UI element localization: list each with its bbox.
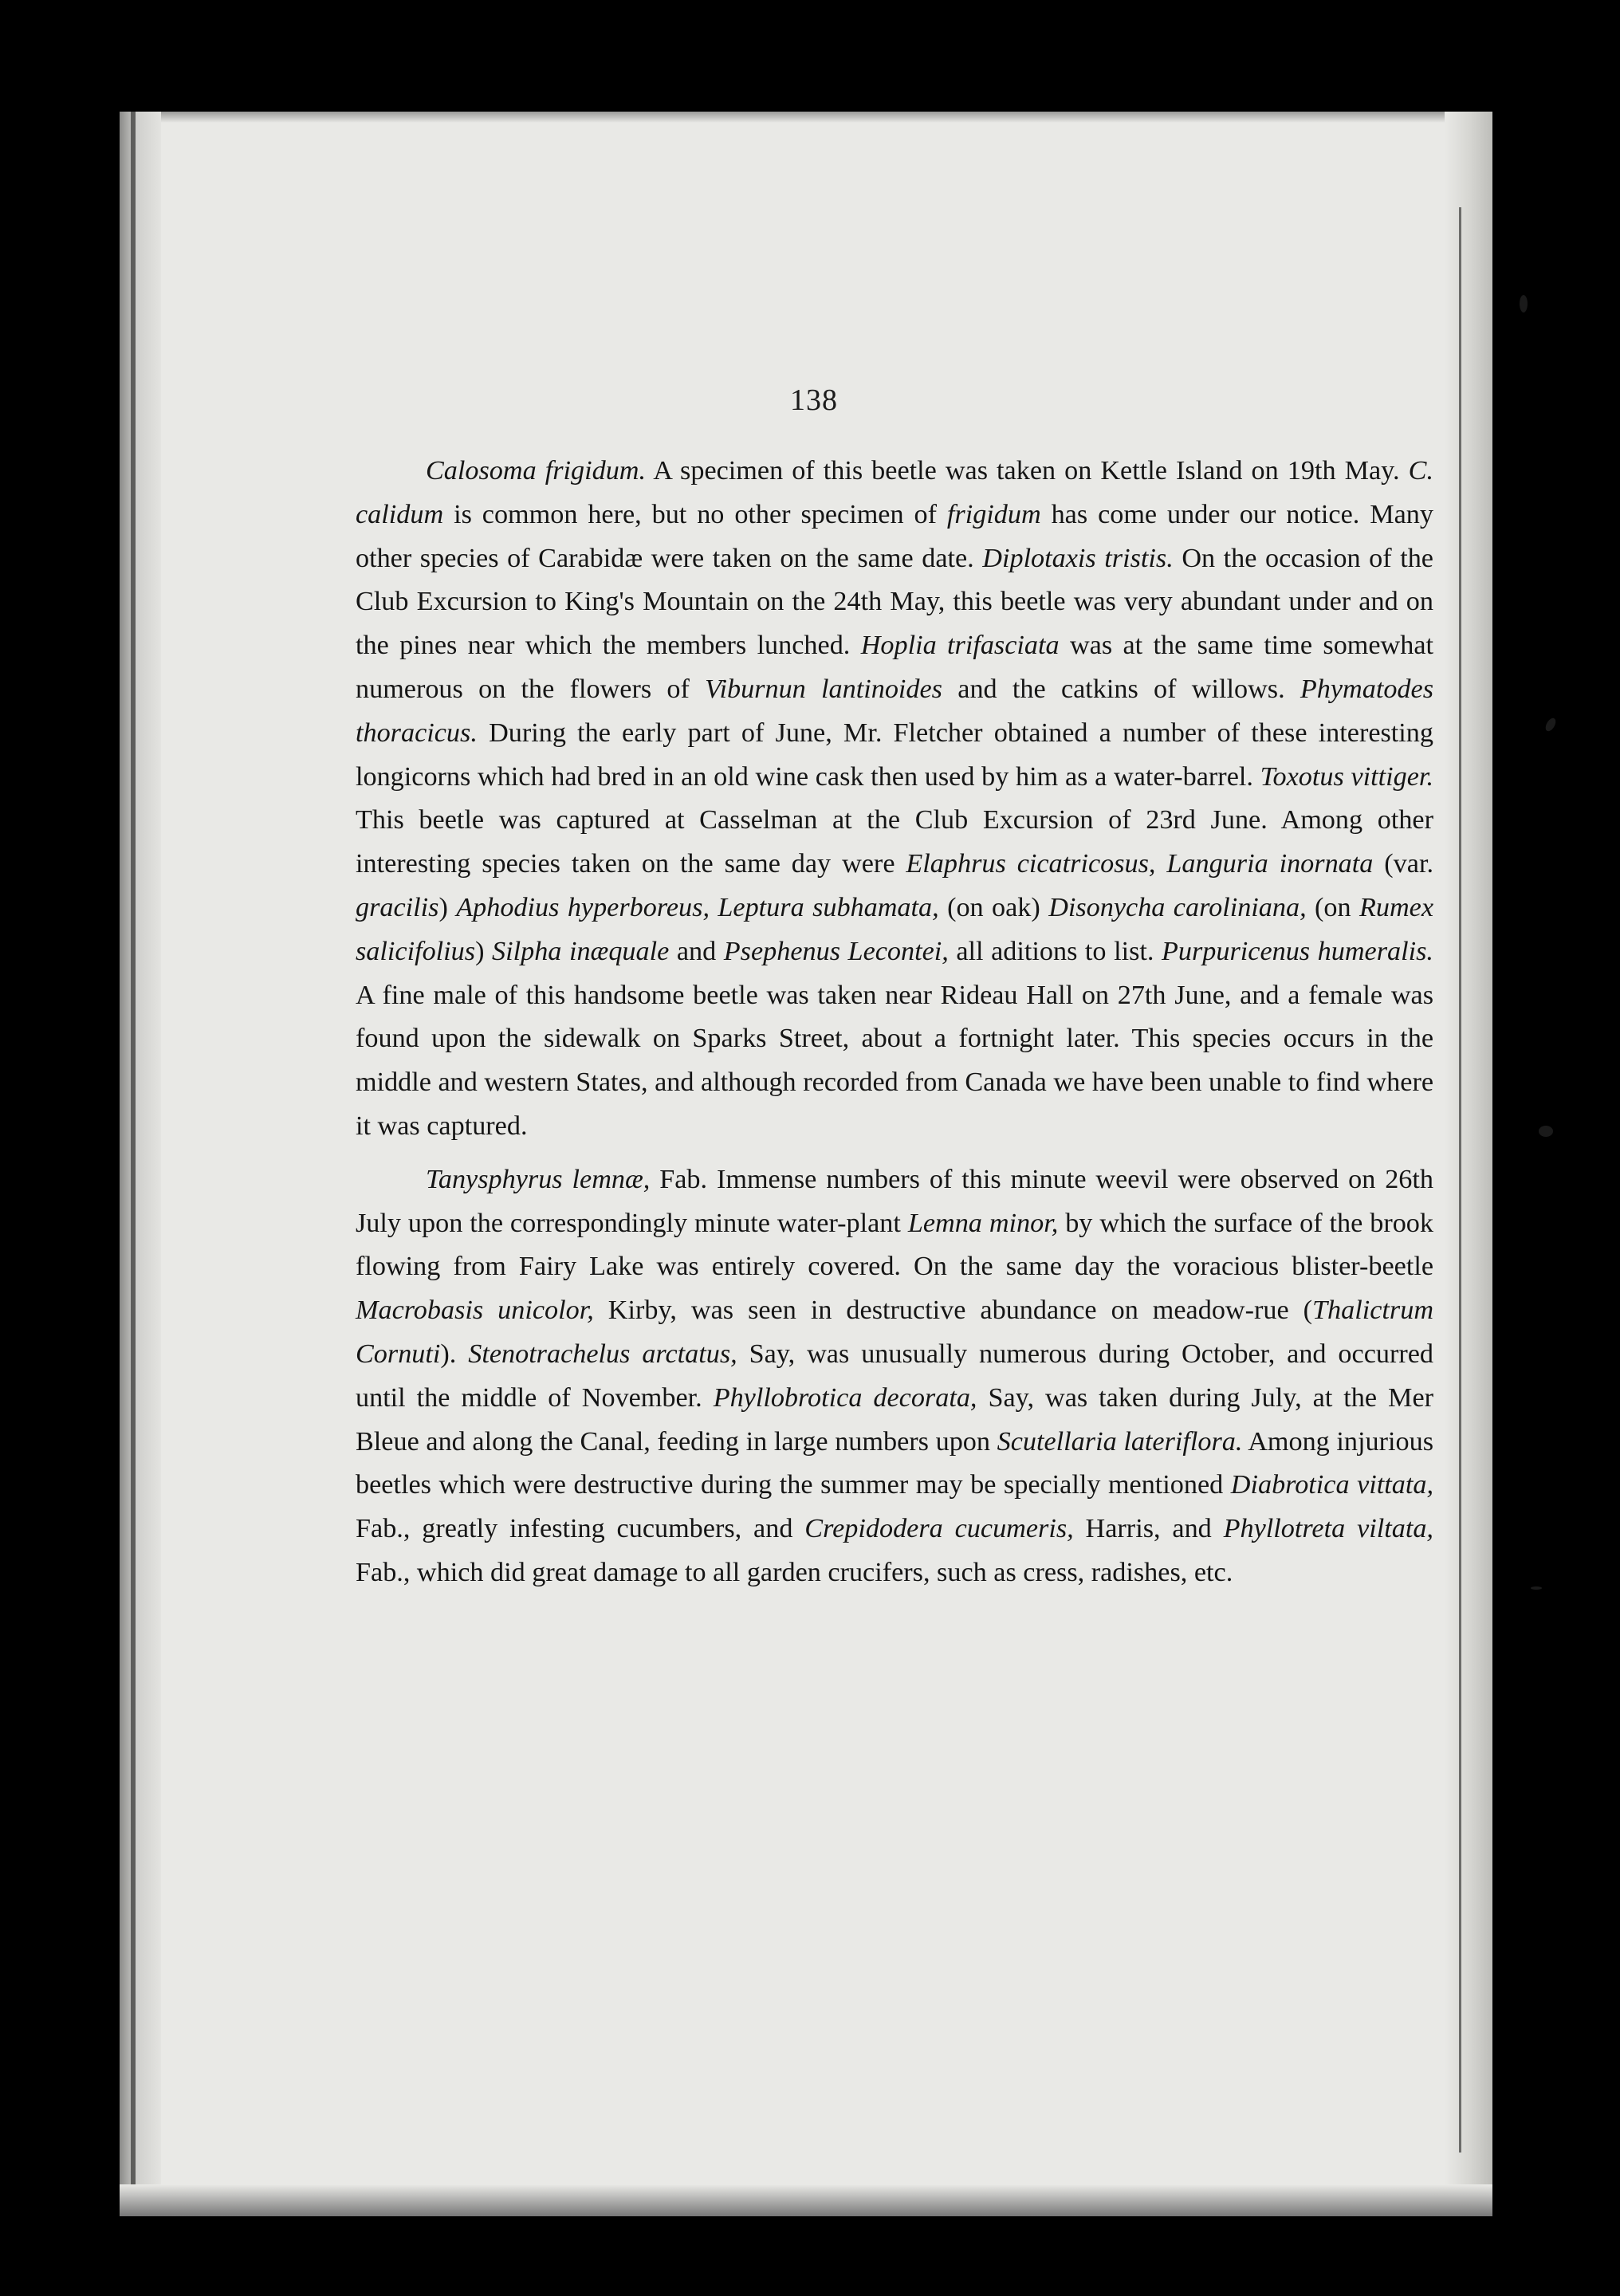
scan-speck: [1543, 717, 1558, 733]
italic-text-run: Viburnun lantinoides: [705, 674, 942, 704]
italic-text-run: Hoplia trifasciata: [860, 631, 1060, 661]
text-run: A specimen of this beetle was taken on Kettle Island on 19th May.: [646, 456, 1409, 486]
text-run: This beetle was captured at Casselman at the Club Excursion of 23rd June. Among other interesting species taken on the same day were: [356, 805, 1433, 879]
page-bottom-edge: [120, 2184, 1492, 2216]
text-run: ): [438, 892, 457, 922]
paragraph: [356, 1158, 1433, 1595]
text-run: Say, was taken during July, at the Mer Bleue and along the Canal, feeding in large numbers upon: [356, 1382, 1433, 1457]
italic-text-run: Phymatodes thoracicus.: [356, 674, 1434, 748]
text-run: Fab., greatly infesting cucumbers, and: [356, 1514, 805, 1544]
italic-text-run: frigidum: [946, 499, 1041, 529]
text-run: Fab., which did great damage to all garden crucifers, such as cress, radishes, etc.: [356, 1557, 1233, 1587]
paragraph: [356, 450, 1433, 1149]
text-run: ): [475, 936, 493, 966]
text-run: Among injurious beetles which were destructive during the summer may be specially mentioned: [356, 1426, 1433, 1500]
text-run: During the early part of June, Mr. Fletcher obtained a number of these interesting longicorns which had bred in an old wine cask then used by him as a water-barrel.: [356, 718, 1433, 792]
text-run: by which the surface of the brook flowing from Fairy Lake was entirely covered. On the same day the voracious blister-beetle: [356, 1208, 1433, 1282]
italic-text-run: Macrobasis unicolor,: [356, 1295, 594, 1326]
italic-text-run: Psephenus Lecontei,: [723, 936, 949, 966]
italic-text-run: Diplotaxis tristis.: [982, 543, 1174, 573]
text-run: (on oak): [938, 892, 1049, 922]
text-run: was at the same time somewhat numerous on the flowers of: [356, 631, 1434, 704]
italic-text-run: Disonycha caroliniana,: [1048, 892, 1307, 922]
italic-text-run: Tanysphyrus lemnæ,: [426, 1164, 651, 1194]
italic-text-run: gracilis: [356, 892, 439, 922]
text-run: Harris, and: [1073, 1514, 1224, 1544]
italic-text-run: Diabrotica vittata,: [1230, 1470, 1433, 1500]
italic-text-run: Calosoma frigidum.: [426, 456, 647, 486]
italic-text-run: C. calidum: [356, 456, 1433, 529]
scan-speck: [1531, 1586, 1542, 1590]
book-page: [120, 112, 1492, 2216]
text-run: Kirby, was seen in destructive abundance on meadow-rue (: [593, 1295, 1313, 1326]
italic-text-run: Stenotrachelus arctatus,: [468, 1339, 737, 1369]
italic-text-run: Thalictrum Cornuti: [356, 1295, 1434, 1369]
italic-text-run: Aphodius hyperboreus, Leptura subhamata,: [456, 892, 939, 922]
italic-text-run: Silpha inæquale: [492, 936, 670, 966]
italic-text-run: Lemna minor,: [907, 1208, 1059, 1238]
text-run: On the occasion of the Club Excursion to King's Mountain on the 24th May, this beetle was very abundant under and on the pines near which the members lunched.: [356, 543, 1433, 661]
text-run: is common here, but no other specimen of: [443, 499, 947, 529]
page-top-edge: [161, 112, 1492, 123]
scan-speck: [1539, 1126, 1553, 1137]
text-run: (on: [1306, 892, 1359, 922]
text-run: ).: [440, 1339, 469, 1369]
text-run: A fine male of this handsome beetle was taken near Rideau Hall on 27th June, and a female was found upon the sidewalk on Sparks Street, about a fortnight later. This species occurs in the middle and western States, and although recorded from Canada we have been unable to find where it was captured.: [356, 980, 1433, 1141]
italic-text-run: Elaphrus cicatricosus, Languria inornata: [906, 849, 1374, 879]
body-text: [356, 450, 1433, 1595]
italic-text-run: Scutellaria lateriflora.: [997, 1426, 1243, 1457]
italic-text-run: Phyllotreta viltata,: [1223, 1514, 1433, 1544]
scan-speck: [1520, 295, 1528, 313]
text-run: Say, was unusually numerous during October, and occurred until the middle of November.: [356, 1339, 1434, 1413]
page-binding-edge: [120, 112, 161, 2216]
italic-text-run: Toxotus vittiger.: [1260, 761, 1433, 792]
text-run: and the catkins of willows.: [942, 674, 1300, 704]
text-run: has come under our notice. Many other species of Carabidæ were taken on the same date.: [356, 499, 1433, 573]
text-run: Fab. Immense numbers of this minute weevil were observed on 26th July upon the correspondingly minute water-plant: [356, 1164, 1433, 1238]
text-run: and: [669, 936, 724, 966]
italic-text-run: Rumex salicifolius: [356, 892, 1434, 966]
text-run: (var.: [1373, 849, 1433, 879]
italic-text-run: Purpuricenus humeralis.: [1162, 936, 1433, 966]
italic-text-run: Crepidodera cucumeris,: [804, 1514, 1074, 1544]
page-gutter-right: [1445, 112, 1492, 2216]
text-run: all aditions to list.: [948, 936, 1162, 966]
page-number: 138: [790, 383, 838, 417]
italic-text-run: Phyllobrotica decorata,: [713, 1382, 977, 1413]
